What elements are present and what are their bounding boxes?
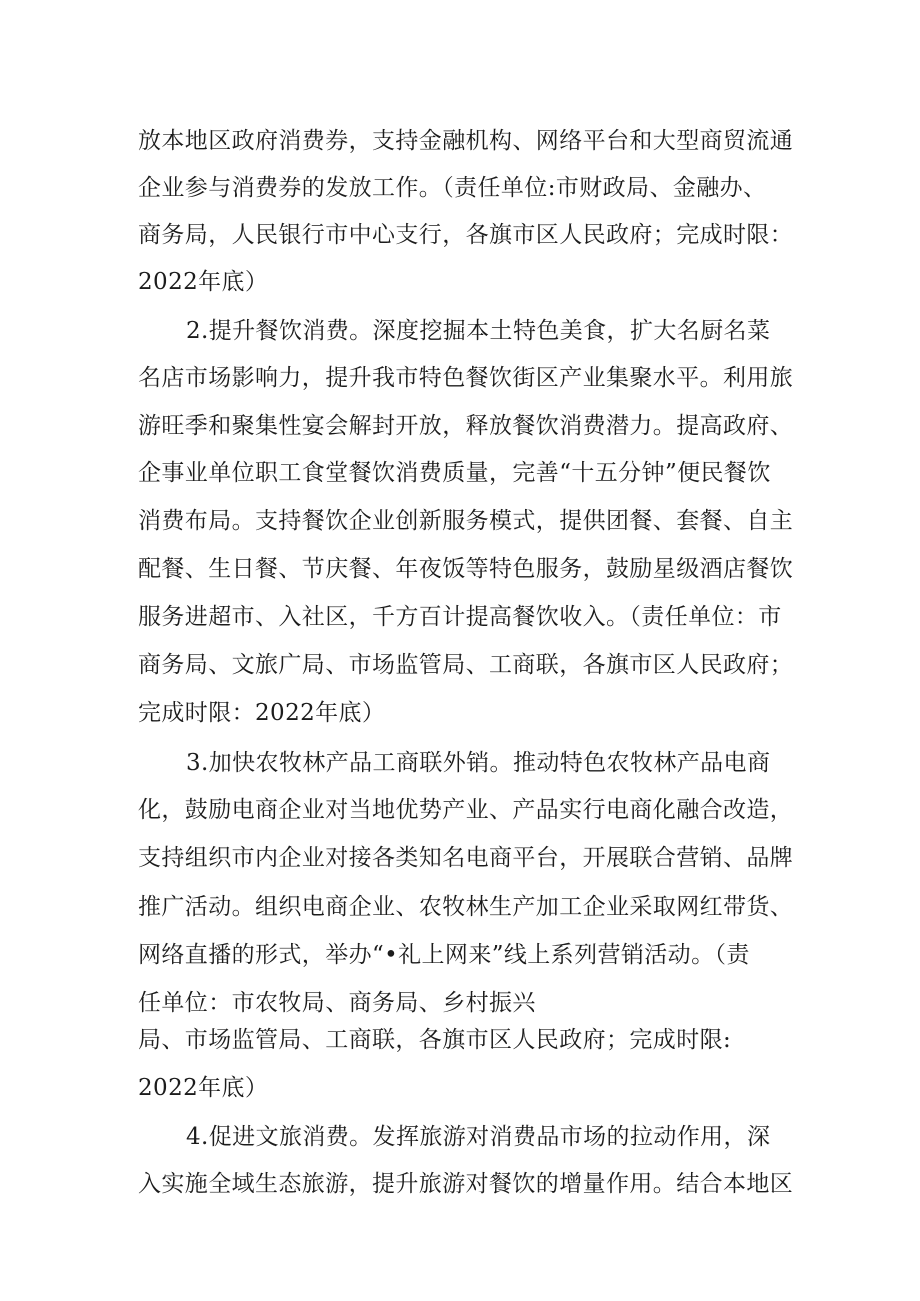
text-line: 配餐、生日餐、节庆餐、年夜饭等特色服务，鼓励星级酒店餐饮 — [138, 556, 794, 582]
text-line: 游旺季和聚集性宴会解封开放，释放餐饮消费潜力。提高政府、 — [138, 413, 794, 439]
text-line: 局、市场监管局、工商联，各旗市区人民政府；完成时限: — [138, 1027, 732, 1053]
text-line: 完成时限：2022年底） — [138, 700, 386, 726]
text-line: 入实施全域生态旅游，提升旅游对餐饮的增量作用。结合本地区 — [138, 1171, 794, 1197]
text-line: 企业参与消费券的发放工作。（责任单位:市财政局、金融办、 — [138, 175, 767, 201]
paragraph-start-line: 4.促进文旅消费。发挥旅游对消费品市场的拉动作用，深 — [186, 1124, 771, 1150]
text-line: 推广活动。组织电商企业、农牧林生产加工企业采取网红带货、 — [138, 894, 794, 920]
text-line: 放本地区政府消费券，支持金融机构、网络平台和大型商贸流通 — [138, 128, 794, 154]
text-line: 化，鼓励电商企业对当地优势产业、产品实行电商化融合改造， — [138, 797, 794, 823]
text-line: 消费布局。支持餐饮企业创新服务模式，提供团餐、套餐、自主 — [138, 508, 794, 534]
paragraph-start-line: 3.加快农牧林产品工商联外销。推动特色农牧林产品电商 — [186, 750, 771, 776]
text-line: 名店市场影响力，提升我市特色餐饮街区产业集聚水平。利用旅 — [138, 365, 794, 391]
text-line: 支持组织市内企业对接各类知名电商平台，开展联合营销、品牌 — [138, 845, 794, 871]
text-line: 2022年底） — [138, 1075, 269, 1101]
text-line: 商务局、文旅广局、市场监管局、工商联，各旗市区人民政府； — [138, 652, 794, 678]
paragraph-start-line: 2.提升餐饮消费。深度挖掘本土特色美食，扩大名厨名菜 — [186, 318, 771, 344]
text-line: 网络直播的形式，举办“•礼上网来”线上系列营销活动。（责 — [138, 942, 750, 968]
text-line: 商务局，人民银行市中心支行，各旗市区人民政府；完成时限： — [138, 222, 794, 248]
text-line: 任单位：市农牧局、商务局、乡村振兴 — [138, 990, 536, 1016]
text-line: 2022年底） — [138, 269, 269, 295]
text-line: 企事业单位职工食堂餐饮消费质量，完善“十五分钟”便民餐饮 — [138, 460, 771, 486]
text-line: 服务进超市、入社区，千方百计提高餐饮收入。（责任单位：市 — [138, 604, 782, 630]
